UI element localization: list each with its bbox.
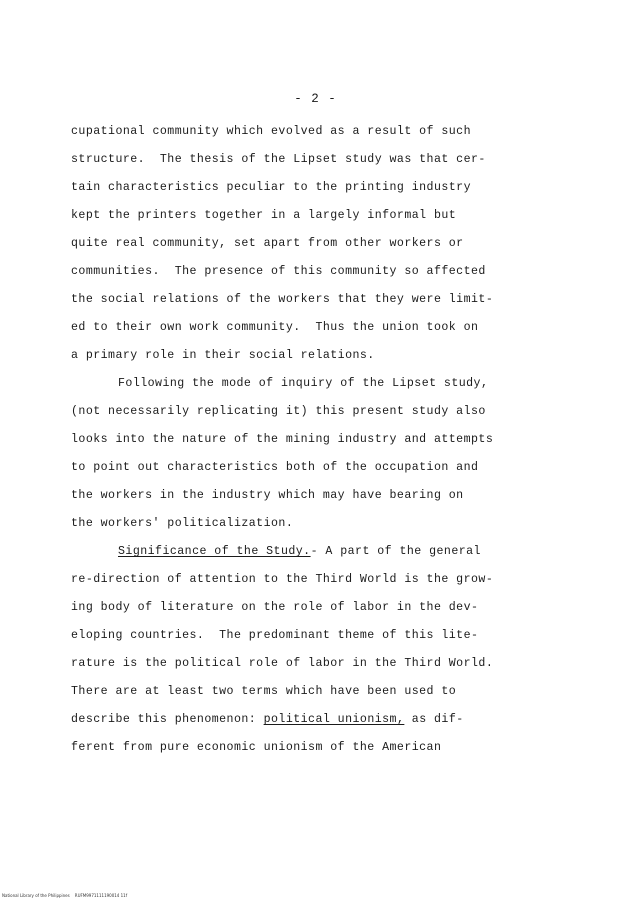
section-heading: Significance of the Study. bbox=[118, 545, 311, 558]
text-line: There are at least two terms which have been used to bbox=[71, 685, 457, 698]
underlined-term: political unionism, bbox=[263, 713, 405, 726]
text-line-with-heading bbox=[118, 545, 481, 559]
text-line: the workers' politicalization. bbox=[71, 517, 294, 530]
text-line: structure. The thesis of the Lipset study was that cer- bbox=[71, 153, 486, 166]
text-line: looks into the nature of the mining industry and attempts bbox=[71, 433, 494, 446]
text-line: eloping countries. The predominant theme of this lite- bbox=[71, 629, 479, 642]
scan-footer: National Library of the Philippines RUFM9971111190014 11f bbox=[2, 893, 128, 898]
text-line: quite real community, set apart from other workers or bbox=[71, 237, 464, 250]
text-line: kept the printers together in a largely informal but bbox=[71, 209, 457, 222]
text-fragment: - A part of the general bbox=[310, 545, 481, 558]
text-line: (not necessarily replicating it) this present study also bbox=[71, 405, 486, 418]
text-fragment: as dif- bbox=[411, 713, 464, 726]
text-line: tain characteristics peculiar to the printing industry bbox=[71, 181, 471, 194]
page-number: - 2 - bbox=[294, 92, 337, 106]
text-line-with-term bbox=[71, 713, 464, 727]
text-line: ferent from pure economic unionism of the American bbox=[71, 741, 442, 754]
text-fragment: describe this phenomenon: bbox=[71, 713, 257, 726]
text-line: cupational community which evolved as a result of such bbox=[71, 125, 471, 138]
text-line: the social relations of the workers that they were limit- bbox=[71, 293, 494, 306]
text-line: Following the mode of inquiry of the Lipset study, bbox=[118, 377, 489, 390]
text-line: to point out characteristics both of the occupation and bbox=[71, 461, 479, 474]
text-line: re-direction of attention to the Third World is the grow- bbox=[71, 573, 494, 586]
text-line: ed to their own work community. Thus the union took on bbox=[71, 321, 479, 334]
text-line: the workers in the industry which may have bearing on bbox=[71, 489, 464, 502]
text-line: rature is the political role of labor in the Third World. bbox=[71, 657, 494, 670]
text-line: ing body of literature on the role of labor in the dev- bbox=[71, 601, 479, 614]
text-line: a primary role in their social relations. bbox=[71, 349, 375, 362]
text-line: communities. The presence of this community so affected bbox=[71, 265, 486, 278]
